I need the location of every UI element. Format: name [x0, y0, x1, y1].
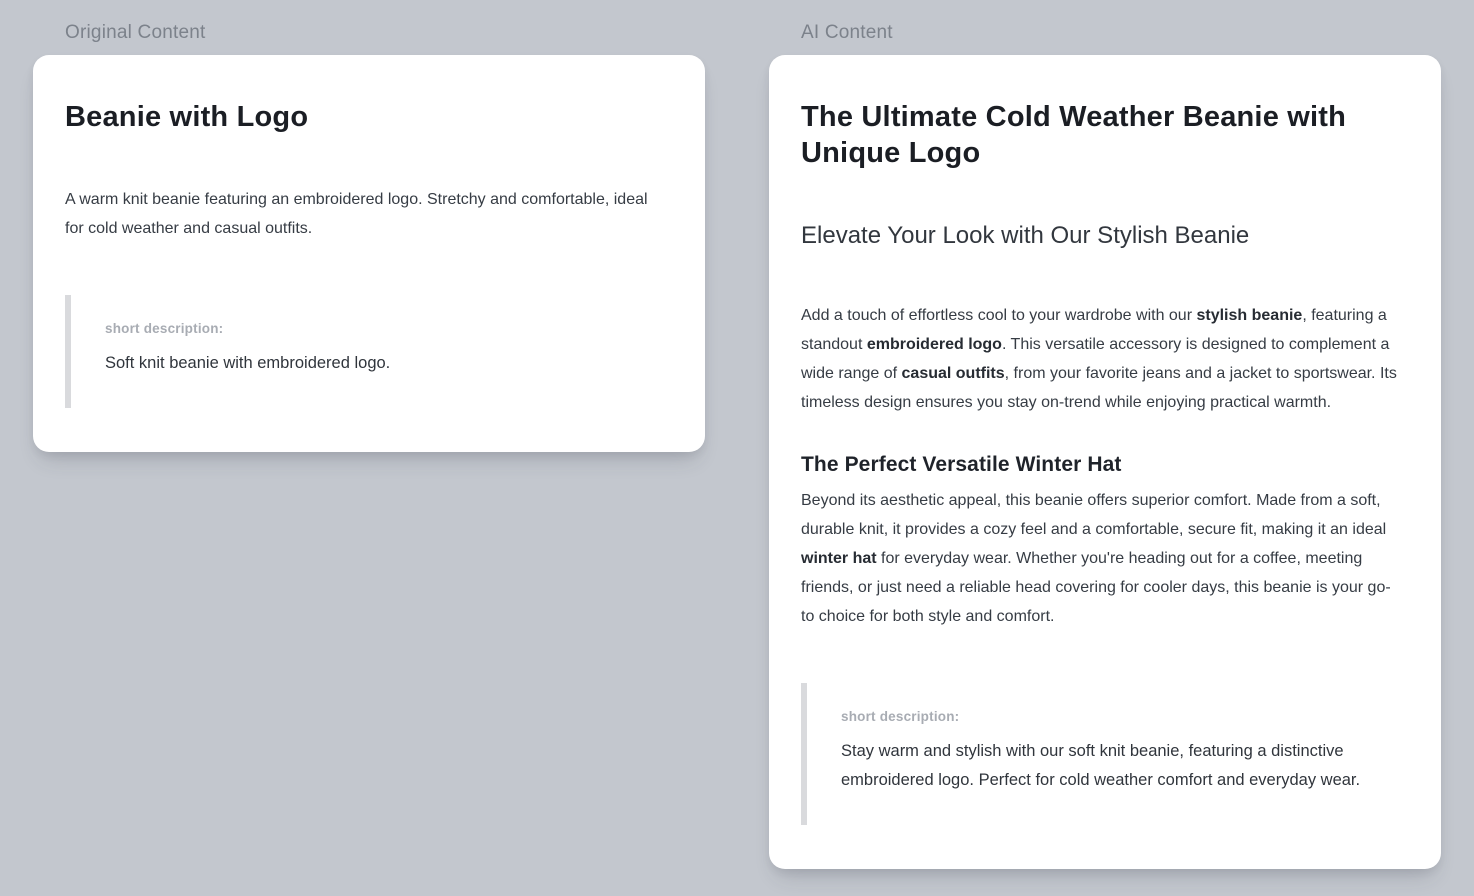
ai-paragraph-2: Beyond its aesthetic appeal, this beanie offers superior comfort. Made from a soft, durable knit, it provides a cozy feel and a comfortable, secure fit, making it an ideal winter hat for everyday wear. Whether you're heading out for a coffee, meeting friends, or just need a reliable head covering for cooler days, this beanie is your go-to choice for both style and comfort.	[801, 492, 1391, 625]
ai-short-description-text: Stay warm and stylish with our soft knit beanie, featuring a distinctive embroidered logo. Perfect for cold weather comfort and everyday wear.	[841, 742, 1361, 789]
ai-subtitle: Elevate Your Look with Our Stylish Beanie	[801, 222, 1250, 249]
original-title: Beanie with Logo	[65, 101, 309, 133]
ai-short-description-quote	[801, 683, 1403, 825]
original-short-description-quote	[65, 295, 667, 408]
ai-title: The Ultimate Cold Weather Beanie with Unique Logo	[801, 101, 1347, 169]
ai-paragraph-1: Add a touch of effortless cool to your wardrobe with our stylish beanie, featuring a standout embroidered logo. This versatile accessory is designed to complement a wide range of casual outfits, from your favorite jeans and a jacket to sportswear. Its timeless design ensures you stay on-trend while enjoying practical warmth.	[801, 307, 1397, 411]
original-content-card	[33, 55, 705, 452]
ai-section-heading: The Perfect Versatile Winter Hat	[801, 453, 1122, 476]
ai-content-card	[769, 55, 1441, 869]
original-short-description-text: Soft knit beanie with embroidered logo.	[105, 354, 391, 372]
original-description: A warm knit beanie featuring an embroidered logo. Stretchy and comfortable, ideal for cold weather and casual outfits.	[65, 191, 648, 237]
ai-content-label: AI Content	[801, 22, 893, 43]
original-short-description-label: short description:	[105, 321, 224, 336]
original-content-label: Original Content	[65, 22, 206, 43]
original-content-column	[33, 22, 705, 452]
ai-short-description-label: short description:	[841, 709, 960, 724]
ai-content-column	[769, 22, 1441, 869]
